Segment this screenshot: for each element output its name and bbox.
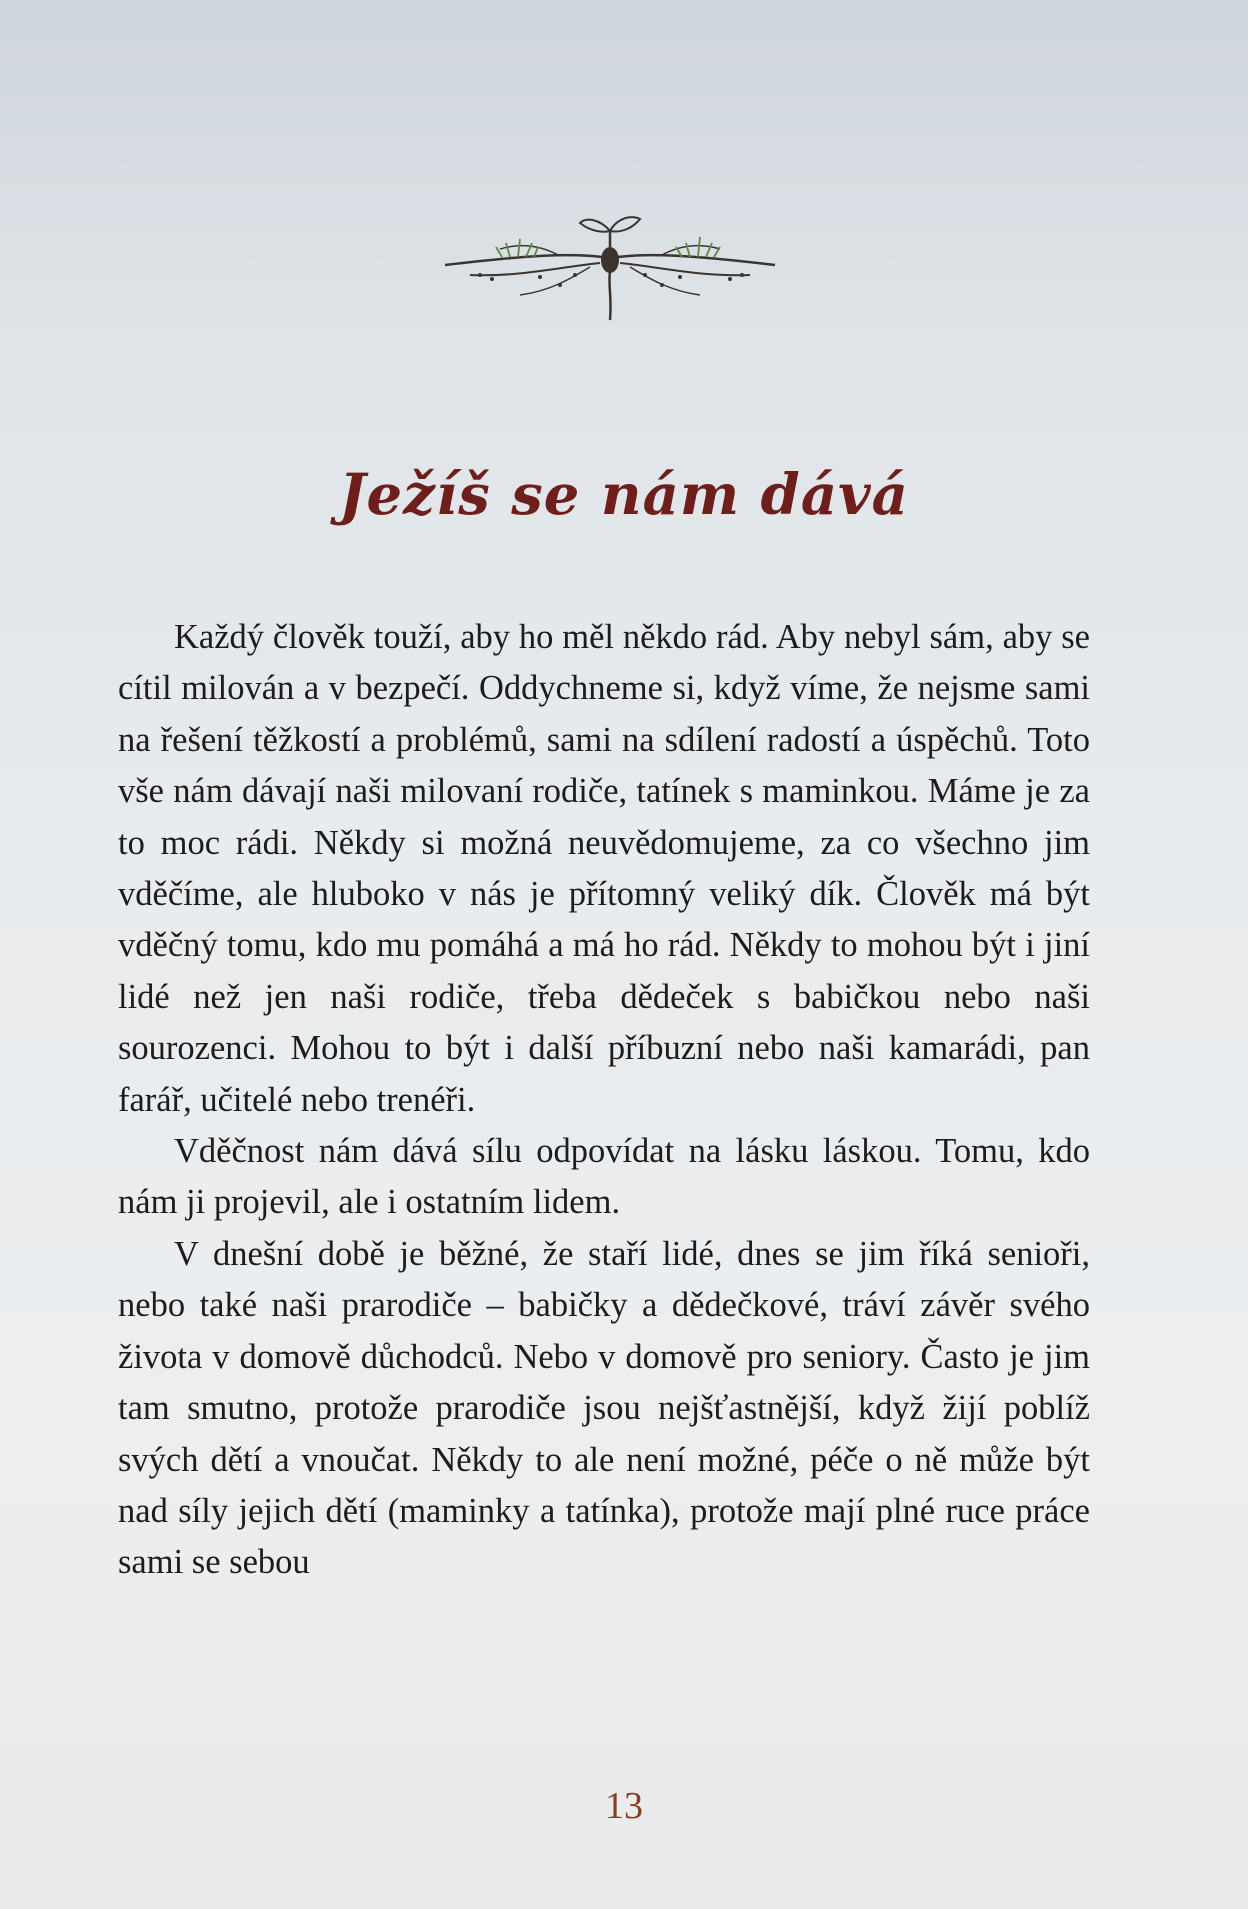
chapter-title: Ježíš se nám dává [339,462,909,528]
sprout-with-roots-icon [440,205,780,325]
paragraph: Každý člověk touží, aby ho měl někdo rád. Aby nebyl sám, aby se cítil milován a v bezpečí. Oddychneme si, když víme, že nejsme sami na řešení těžkostí a problémů, sami na sdílení radostí a úspěchů. Toto vše nám dávají naši milovaní rodiče, tatínek s maminkou. Máme je za to moc rádi. Někdy si možná neuvědomujeme, za co všechno jim vděčíme, ale hluboko v nás je přítomný veliký dík. Člověk má být vděčný tomu, kdo mu pomáhá a má ho rád. Někdy to mohou být i jiní lidé než jen naši rodiče, třeba dědeček s babičkou nebo naši sourozenci. Mohou to být i další příbuzní nebo naši kamarádi, pan farář, učitelé nebo trenéři. [118,618,1090,1119]
paragraph: V dnešní době je běžné, že staří lidé, dnes se jim říká senioři, nebo také naši prarodiče – babičky a dědečkové, tráví závěr svého života v domově důchodců. Nebo v domově pro seniory. Často je jim tam smutno, protože prarodiče jsou nejšťastnější, když žijí poblíž svých dětí a vnoučat. Někdy to ale není možné, péče o ně může být nad síly jejich dětí (maminky a tatínka), protože mají plné ruce práce sami se sebou [118,1234,1090,1582]
page-number: 13 [605,1785,643,1827]
paragraph: Vděčnost nám dává sílu odpovídat na lásku láskou. Tomu, kdo nám ji projevil, ale i ostatním lidem. [118,1132,1090,1222]
body-text [118,612,1090,1589]
